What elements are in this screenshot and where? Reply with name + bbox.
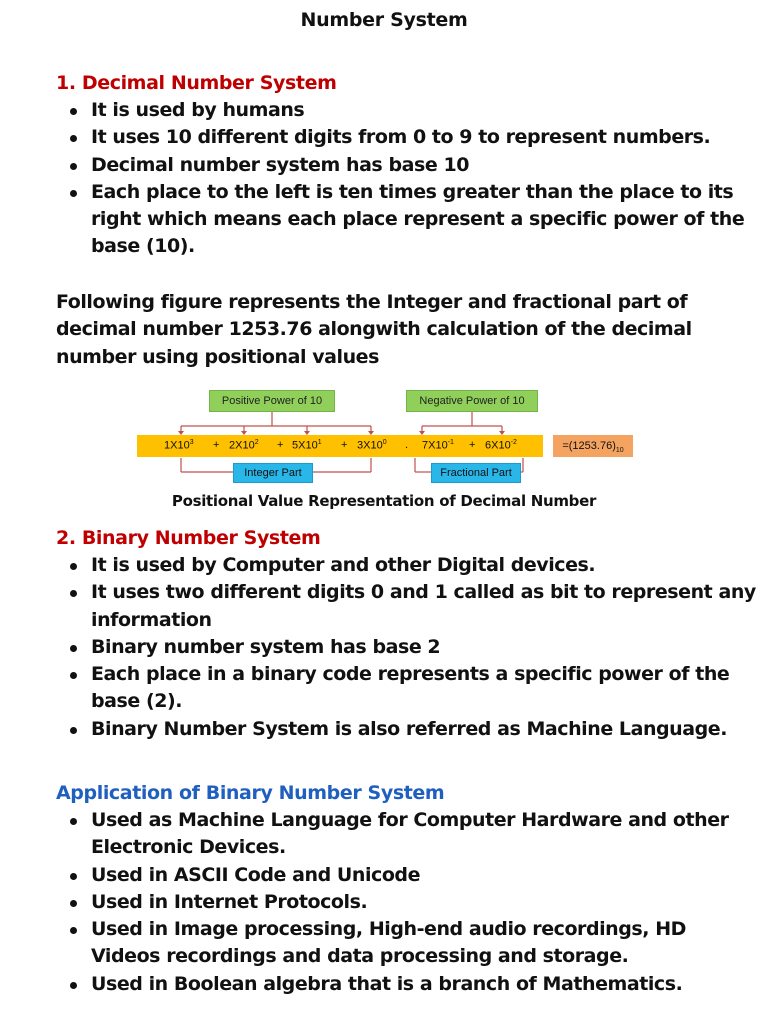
list-item: It uses 10 different digits from 0 to 9 to represent numbers. [56,124,756,151]
decimal-paragraph-block [56,289,726,371]
decimal-heading: 1. Decimal Number System [56,72,337,94]
page-title: Number System [300,9,468,31]
term-1: $1X10^3$ [164,439,194,452]
decimal-point: . [405,439,409,451]
list-item: It uses two different digits 0 and 1 called as bit to represent any information [56,579,756,634]
term-5: $7X10^{-1}$ [422,439,454,452]
negative-power-label: Negative Power of 10 [406,390,538,412]
binary-section [56,525,756,743]
decimal-list [56,97,756,261]
list-item: Each place to the left is ten times greater than the place to its right which means each place represent a specific power of the base (10). [56,179,756,261]
plus-sign: + [469,439,476,451]
term-6: $6X10^{-2}$ [485,439,517,452]
list-item: Used as Machine Language for Computer Hardware and other Electronic Devices. [56,807,756,862]
result-box: $=(1253.76)_{10}$ [553,435,633,457]
list-item: Used in Image processing, High-end audio recordings, HD Videos recordings and data processing and storage. [56,916,756,971]
integer-part-label: Integer Part [233,463,313,483]
positive-power-label: Positive Power of 10 [209,390,335,412]
plus-sign: + [213,439,220,451]
term-3: $5X10^1$ [292,439,322,452]
list-item: Used in Internet Protocols. [56,889,756,916]
decimal-paragraph: Following figure represents the Integer and fractional part of decimal number 1253.76 alongwith calculation of the decimal number using positional values [56,291,692,368]
figure-caption: Positional Value Representation of Decimal Number [171,492,597,510]
term-2: $2X10^2$ [229,439,259,452]
plus-sign: + [341,439,348,451]
application-section [56,780,756,998]
application-heading: Application of Binary Number System [56,782,445,804]
list-item: Used in ASCII Code and Unicode [56,862,756,889]
binary-heading: 2. Binary Number System [56,527,321,549]
positional-terms-bar [137,435,543,457]
fractional-part-label: Fractional Part [431,463,521,483]
list-item: Decimal number system has base 10 [56,152,756,179]
term-4: $3X10^0$ [357,439,387,452]
binary-list [56,552,756,743]
list-item: Binary Number System is also referred as Machine Language. [56,716,756,743]
plus-sign: + [277,439,284,451]
list-item: Binary number system has base 2 [56,634,756,661]
application-list [56,807,756,998]
decimal-section [56,70,756,261]
list-item: It is used by Computer and other Digital devices. [56,552,756,579]
positional-value-figure [135,388,635,488]
list-item: Each place in a binary code represents a specific power of the base (2). [56,661,756,716]
list-item: Used in Boolean algebra that is a branch of Mathematics. [56,971,756,998]
list-item: It is used by humans [56,97,756,124]
